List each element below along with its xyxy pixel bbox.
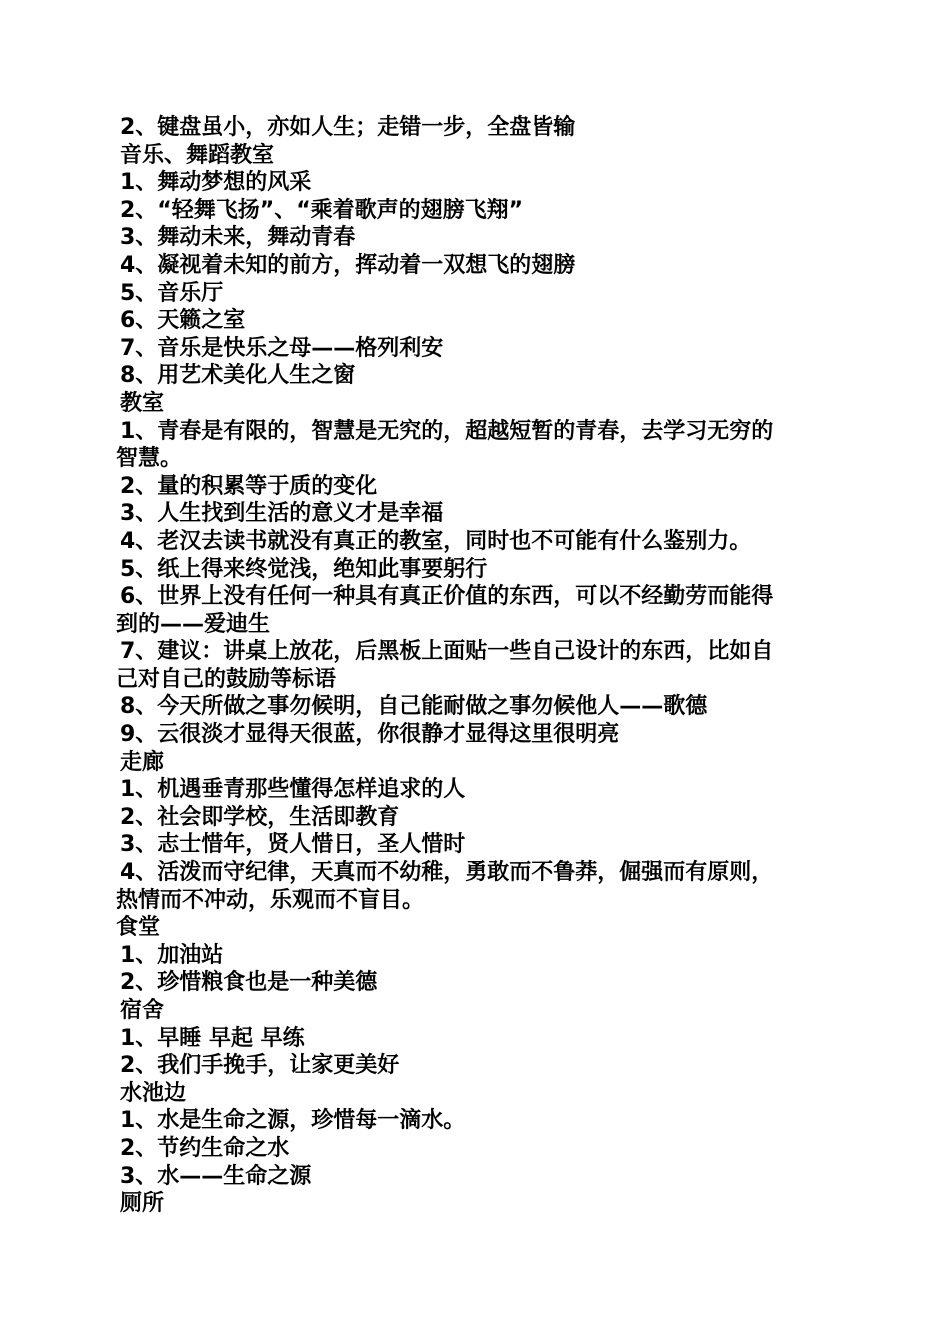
text-line: 3、人生找到生活的意义才是幸福 <box>120 501 444 527</box>
text-line: 到的——爱迪生 <box>116 611 271 637</box>
text-line: 1、加油站 <box>120 942 224 968</box>
text-line: 己对自己的鼓励等标语 <box>116 666 337 692</box>
text-line: 2、键盘虽小，亦如人生；走错一步，全盘皆输 <box>120 115 576 140</box>
text-line: 2、“轻舞飞扬”、“乘着歌声的翅膀飞翔” <box>120 197 524 223</box>
text-line: 2、珍惜粮食也是一种美德 <box>120 970 378 996</box>
text-line: 1、机遇垂青那些懂得怎样追求的人 <box>120 777 466 803</box>
text-line: 2、我们手挽手，让家更美好 <box>120 1053 400 1079</box>
text-line: 1、水是生命之源，珍惜每一滴水。 <box>120 1108 466 1134</box>
section-heading: 厕所 <box>120 1191 165 1217</box>
text-line: 智慧。 <box>116 446 183 472</box>
text-line: 3、水——生命之源 <box>120 1163 312 1189</box>
text-line: 1、青春是有限的，智慧是无究的，超越短暂的青春，去学习无穷的 <box>120 418 774 444</box>
text-line: 3、舞动未来，舞动青春 <box>120 225 356 251</box>
text-line: 4、凝视着未知的前方，挥动着一双想飞的翅膀 <box>120 252 576 278</box>
text-line: 7、音乐是快乐之母——格列利安 <box>120 335 444 361</box>
text-line: 8、用艺术美化人生之窗 <box>120 363 356 389</box>
text-line: 4、老汉去读书就没有真正的教室，同时也不可能有什么鉴别力。 <box>120 528 752 554</box>
text-line: 1、早睡 早起 早练 <box>120 1025 305 1051</box>
text-line: 食堂 <box>116 915 161 941</box>
text-line: 6、世界上没有任何一种具有真正价值的东西，可以不经勤劳而能得 <box>120 584 774 610</box>
section-heading: 教室 <box>120 390 165 416</box>
text-line: 2、社会即学校，生活即教育 <box>120 804 400 830</box>
section-heading: 宿舍 <box>120 998 165 1023</box>
text-line: 2、节约生命之水 <box>120 1135 290 1161</box>
text-line: 3、志士惜年，贤人惜日，圣人惜时 <box>120 832 466 858</box>
text-line: 1、舞动梦想的风采 <box>120 170 312 196</box>
text-line: 5、音乐厅 <box>120 280 224 306</box>
section-heading: 音乐、舞蹈教室 <box>120 142 275 168</box>
section-heading: 水池边 <box>120 1080 187 1106</box>
section-heading: 走廊 <box>120 749 165 775</box>
text-line: 热情而不冲动，乐观而不盲目。 <box>116 887 425 913</box>
text-line: 5、纸上得来终觉浅，绝知此事要躬行 <box>120 556 488 582</box>
text-line: 8、今天所做之事勿候明，自己能耐做之事勿候他人——歌德 <box>120 694 708 720</box>
document-page <box>116 114 836 1218</box>
text-line: 4、活泼而守纪律，天真而不幼稚，勇敢而不鲁莽，倔强而有原则， <box>120 860 774 886</box>
text-line: 7、建议：讲桌上放花，后黑板上面贴一些自己设计的东西，比如自 <box>120 639 774 665</box>
text-line: 9、云很淡才显得天很蓝，你很静才显得这里很明亮 <box>120 722 620 748</box>
text-line: 2、量的积累等于质的变化 <box>120 473 378 499</box>
text-line: 6、天籁之室 <box>120 308 246 334</box>
